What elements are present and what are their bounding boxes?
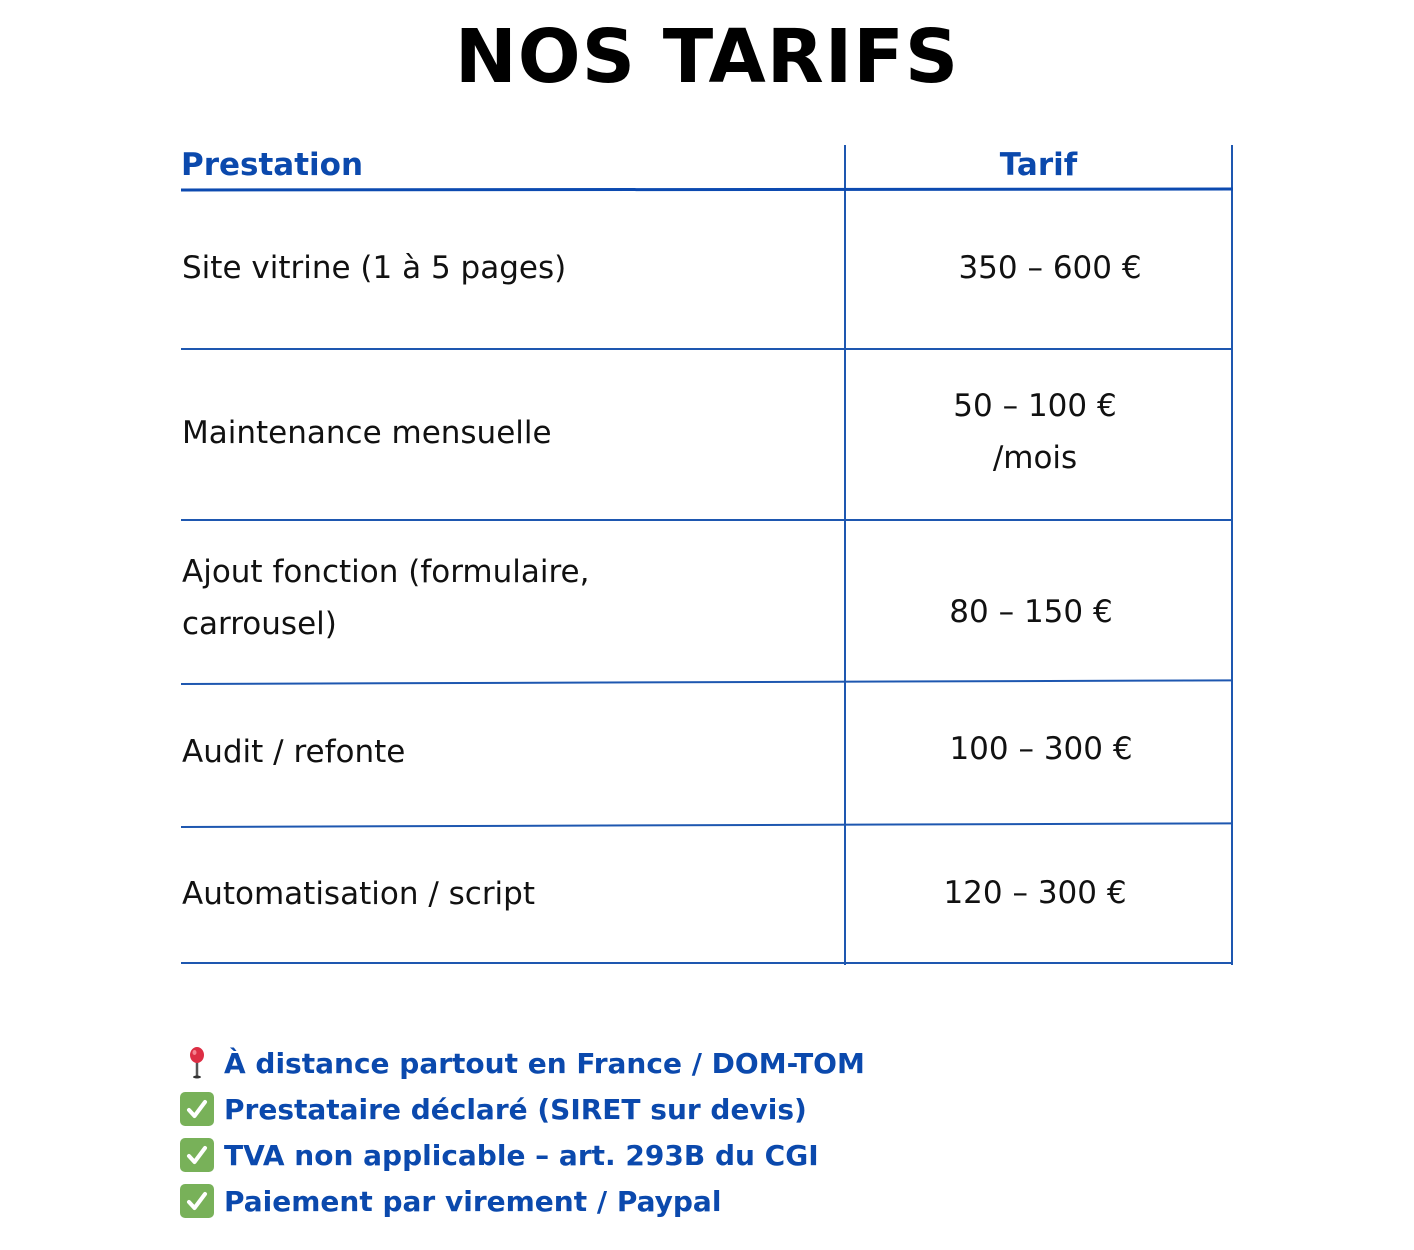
header-underline (181, 188, 1233, 192)
column-header-prestation: Prestation (181, 147, 364, 183)
info-item-location (180, 1040, 865, 1086)
info-text: Prestataire déclaré (SIRET sur devis) (224, 1092, 807, 1126)
service-price: 120 – 300 € (943, 875, 1127, 911)
row-divider (181, 822, 1233, 828)
service-name: Site vitrine (1 à 5 pages) (182, 250, 567, 286)
info-item-siret (180, 1086, 865, 1132)
service-price: 50 – 100 € (953, 388, 1117, 424)
info-text: TVA non applicable – art. 293B du CGI (224, 1138, 819, 1172)
info-text: À distance partout en France / DOM-TOM (224, 1046, 865, 1080)
info-item-payment (180, 1178, 865, 1224)
check-icon (180, 1138, 214, 1172)
service-price: 100 – 300 € (949, 731, 1133, 767)
check-icon (180, 1184, 214, 1218)
page-title: NOS TARIFS (454, 14, 960, 100)
service-name: Audit / refonte (182, 734, 406, 770)
service-name: Automatisation / script (182, 876, 536, 912)
service-name-line2: carrousel) (182, 606, 337, 642)
table-right-border (1231, 145, 1233, 965)
row-divider (181, 348, 1233, 350)
column-header-tarif: Tarif (999, 147, 1078, 183)
row-divider (181, 679, 1233, 685)
table-bottom-border (181, 962, 1233, 964)
column-divider (844, 145, 846, 965)
pin-icon (180, 1046, 214, 1080)
service-name-line1: Ajout fonction (formulaire, (182, 554, 590, 590)
service-name: Maintenance mensuelle (182, 415, 552, 451)
service-price-unit: /mois (992, 440, 1078, 476)
info-item-tva (180, 1132, 865, 1178)
service-price: 350 – 600 € (958, 250, 1142, 286)
info-text: Paiement par virement / Paypal (224, 1184, 722, 1218)
check-icon (180, 1092, 214, 1126)
info-list (180, 1040, 865, 1224)
service-price: 80 – 150 € (949, 594, 1113, 630)
row-divider (181, 519, 1233, 521)
